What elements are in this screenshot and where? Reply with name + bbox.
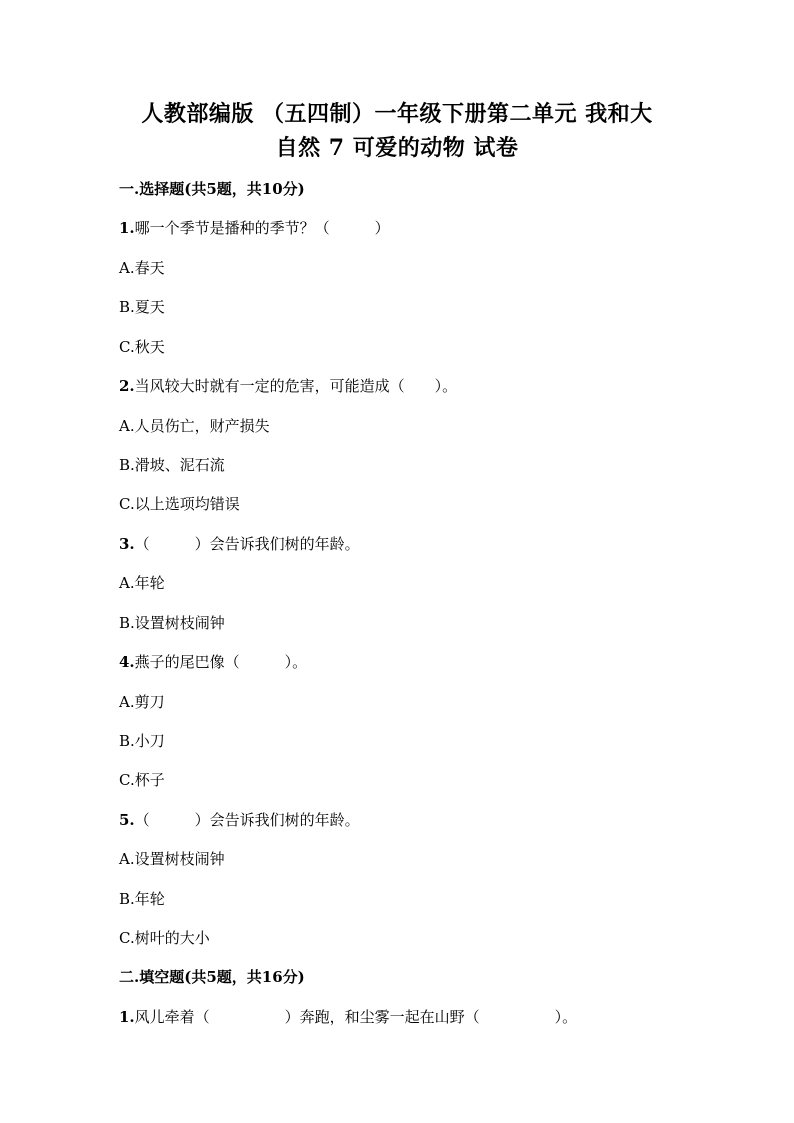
option-1a: A.春天: [119, 259, 165, 277]
question-number: 1.: [119, 1008, 135, 1026]
question-1: [119, 217, 390, 238]
option-4a: A.剪刀: [119, 693, 165, 711]
option-1c: C.秋天: [119, 338, 165, 356]
question-number: 3.: [119, 535, 135, 553]
page-title-line-2: 自然 7 可爱的动物 试卷: [275, 135, 519, 161]
question-2: [119, 375, 457, 396]
fill-question-1: [119, 1006, 577, 1027]
question-stem: 当风较大时就有一定的危害，可能造成（ ）。: [134, 377, 458, 395]
option-3b: B.设置树枝闹钟: [119, 614, 225, 632]
option-5b: B.年轮: [119, 890, 165, 908]
question-stem: （ ）会告诉我们树的年龄。: [134, 811, 360, 829]
question-number: 5.: [119, 811, 135, 829]
option-5c: C.树叶的大小: [119, 929, 210, 947]
option-4c: C.杯子: [119, 771, 165, 789]
question-3: [119, 533, 360, 554]
question-4: [119, 651, 307, 672]
question-number: 1.: [119, 219, 135, 237]
question-number: 4.: [119, 653, 135, 671]
question-number: 2.: [119, 377, 135, 395]
page-title-line-1: 人教部编版 （五四制）一年级下册第二单元 我和大: [141, 101, 653, 127]
question-stem: （ ）会告诉我们树的年龄。: [134, 535, 360, 553]
question-5: [119, 809, 360, 830]
option-1b: B.夏天: [119, 298, 165, 316]
option-3a: A.年轮: [119, 574, 165, 592]
question-stem: 燕子的尾巴像（ ）。: [134, 653, 308, 671]
option-4b: B.小刀: [119, 732, 165, 750]
option-2c: C.以上选项均错误: [119, 495, 240, 513]
option-2a: A.人员伤亡，财产损失: [119, 417, 270, 435]
section-heading-choice: 一.选择题(共5题，共10分): [119, 180, 305, 198]
question-stem: 哪一个季节是播种的季节？（ ）: [134, 219, 390, 237]
question-stem: 风儿牵着（ ）奔跑，和尘雾一起在山野（ ）。: [134, 1008, 578, 1026]
option-5a: A.设置树枝闹钟: [119, 850, 225, 868]
section-heading-fill: 二.填空题(共5题，共16分): [119, 968, 305, 986]
option-2b: B.滑坡、泥石流: [119, 456, 225, 474]
